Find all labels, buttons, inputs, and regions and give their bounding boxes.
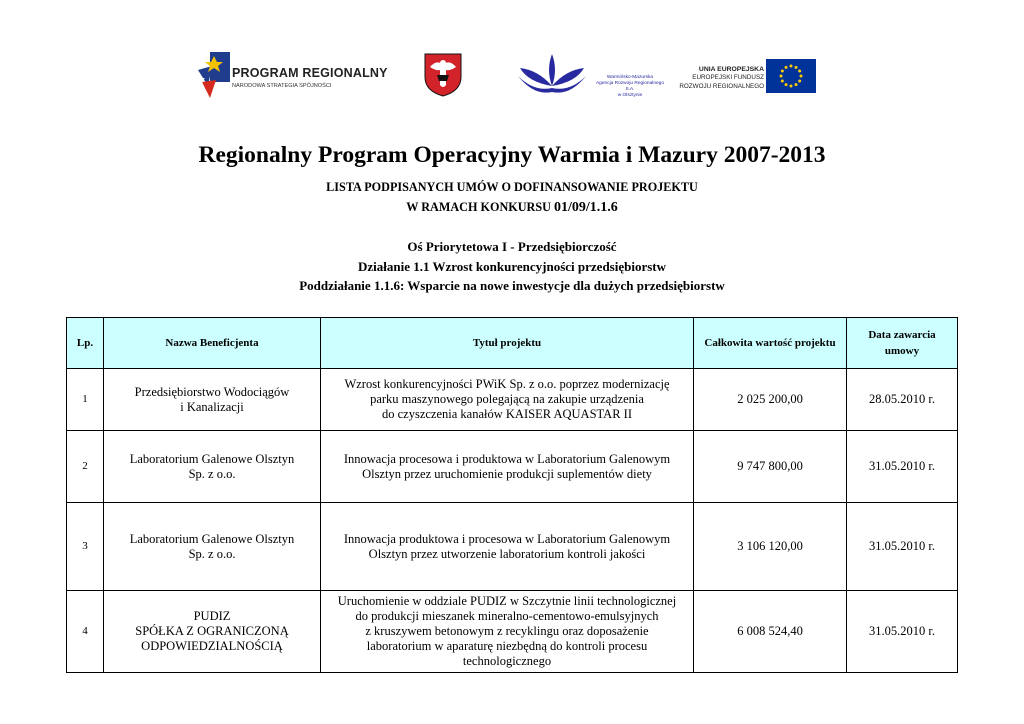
beneficiary-line: Przedsiębiorstwo Wodociągów [134, 384, 290, 399]
coat-of-arms-logo [424, 53, 462, 97]
project-line: laboratorium w aparaturę niezbędną do kontroli procesu [366, 639, 648, 653]
wmarr-emblem-icon [514, 52, 590, 98]
beneficiary-line: Sp. z o.o. [188, 466, 236, 481]
col-header-lp: Lp. [67, 318, 104, 369]
contest-prefix: W RAMACH KONKURSU [406, 200, 551, 214]
eu-star-icon [800, 75, 803, 78]
table-row [67, 503, 958, 591]
eu-line-3: ROZWOJU REGIONALNEGO [679, 82, 764, 90]
contest-heading [0, 199, 1024, 216]
cell-lp: 2 [67, 431, 104, 503]
beneficiary-line: Laboratorium Galenowe Olsztyn [129, 531, 295, 546]
beneficiary-line: i Kanalizacji [180, 399, 244, 414]
cell-lp: 1 [67, 369, 104, 431]
col-header-beneficiary: Nazwa Beneficjenta [104, 318, 321, 369]
program-regionalny-emblem-icon [196, 52, 230, 98]
eu-star-icon [785, 83, 788, 86]
contract-list-line-1: LISTA PODPISANYCH UMÓW O DOFINANSOWANIE PROJEKTU [326, 180, 698, 194]
cell-value: 3 106 120,00 [694, 503, 847, 591]
subaction-heading: Poddziałanie 1.1.6: Wsparcie na nowe inwestycje dla dużych przedsiębiorstw [299, 278, 725, 293]
eu-star-icon [798, 80, 801, 83]
eu-star-icon [798, 70, 801, 73]
wmarr-text [592, 75, 668, 99]
cell-value: 2 025 200,00 [694, 369, 847, 431]
table-row [67, 591, 958, 673]
table-row [67, 369, 958, 431]
project-line: Olsztyn przez uruchomienie produkcji suplementów diety [362, 466, 652, 481]
col-header-project: Tytuł projektu [321, 318, 694, 369]
project-line: Olsztyn przez utworzenie laboratorium kontroli jakości [368, 546, 646, 561]
eu-star-icon [781, 80, 784, 83]
eu-line-1: UNIA EUROPEJSKA [698, 66, 764, 73]
cell-beneficiary [104, 369, 321, 431]
cell-project [321, 503, 694, 591]
cell-lp: 4 [67, 591, 104, 673]
project-line: Uruchomienie w oddziale PUDIZ w Szczytnie linii technologicznej [337, 594, 677, 608]
wmarr-logo [514, 52, 674, 98]
cell-beneficiary [104, 591, 321, 673]
cell-value: 9 747 800,00 [694, 431, 847, 503]
program-regionalny-subtitle: NARODOWA STRATEGIA SPÓJNOŚCI [232, 83, 332, 89]
wmarr-line-3: w Olsztynie [617, 93, 643, 98]
action-heading: Działanie 1.1 Wzrost konkurencyjności przedsiębiorstw [357, 259, 667, 274]
program-regionalny-title: PROGRAM REGIONALNY [232, 66, 388, 80]
program-regionalny-logo [196, 52, 388, 98]
eu-star-icon [795, 83, 798, 86]
eu-star-icon [795, 66, 798, 69]
beneficiary-line: PUDIZ [193, 609, 231, 623]
project-line: Wzrost konkurencyjności PWiK Sp. z o.o. poprzez modernizację [344, 377, 670, 391]
beneficiary-line: Laboratorium Galenowe Olsztyn [129, 451, 295, 466]
project-line: do produkcji mieszanek mineralno-cementowo-emulsyjnych [355, 609, 659, 623]
table-row [67, 431, 958, 503]
project-line: Innowacja procesowa i produktowa w Laboratorium Galenowym [343, 451, 671, 466]
cell-lp: 3 [67, 503, 104, 591]
wmarr-line-1: Warmińsko-Mazurska [606, 75, 654, 80]
eu-flag-icon [766, 59, 816, 93]
contracts-table [66, 317, 958, 673]
contract-list-heading [0, 179, 1024, 195]
cell-date: 28.05.2010 r. [847, 369, 958, 431]
eu-text [678, 66, 764, 91]
eu-logo [678, 58, 816, 94]
project-line: parku maszynowego polegającą na zakupie urządzenia [370, 392, 644, 406]
cell-project [321, 369, 694, 431]
cell-date: 31.05.2010 r. [847, 591, 958, 673]
project-line: Innowacja produktowa i procesowa w Laboratorium Galenowym [343, 531, 671, 546]
cell-project [321, 591, 694, 673]
page-title: Regionalny Program Operacyjny Warmia i Mazury 2007-2013 [198, 142, 826, 168]
project-line: do czyszczenia kanałów KAISER AQUASTAR II [382, 407, 632, 421]
cell-project [321, 431, 694, 503]
cell-date: 31.05.2010 r. [847, 431, 958, 503]
contest-code: 01/09/1.1.6 [553, 200, 618, 215]
table-header-row [67, 318, 958, 369]
eu-star-icon [785, 66, 788, 69]
priority-axis: Oś Priorytetowa I - Przedsiębiorczość [407, 239, 617, 254]
wmarr-line-2: Agencja Rozwoju Regionalnego S.A. [595, 81, 664, 92]
col-header-date: Data zawarcia umowy [847, 318, 958, 369]
project-line: technologicznego [462, 654, 552, 668]
eu-star-icon [790, 85, 793, 88]
col-header-value: Całkowita wartość projektu [694, 318, 847, 369]
project-line: z kruszywem betonowym z recyklingu oraz doposażenie [365, 624, 649, 638]
beneficiary-line: ODPOWIEDZIALNOŚCIĄ [141, 639, 283, 653]
eu-star-icon [781, 70, 784, 73]
cell-beneficiary [104, 503, 321, 591]
cell-date: 31.05.2010 r. [847, 503, 958, 591]
cell-value: 6 008 524,40 [694, 591, 847, 673]
coat-of-arms-icon [424, 53, 462, 97]
eu-star-icon [790, 65, 793, 68]
beneficiary-line: SPÓŁKA Z OGRANICZONĄ [135, 624, 289, 638]
beneficiary-line: Sp. z o.o. [188, 546, 236, 561]
cell-beneficiary [104, 431, 321, 503]
eu-line-2: EUROPEJSKI FUNDUSZ [692, 74, 764, 82]
eu-star-icon [780, 75, 783, 78]
